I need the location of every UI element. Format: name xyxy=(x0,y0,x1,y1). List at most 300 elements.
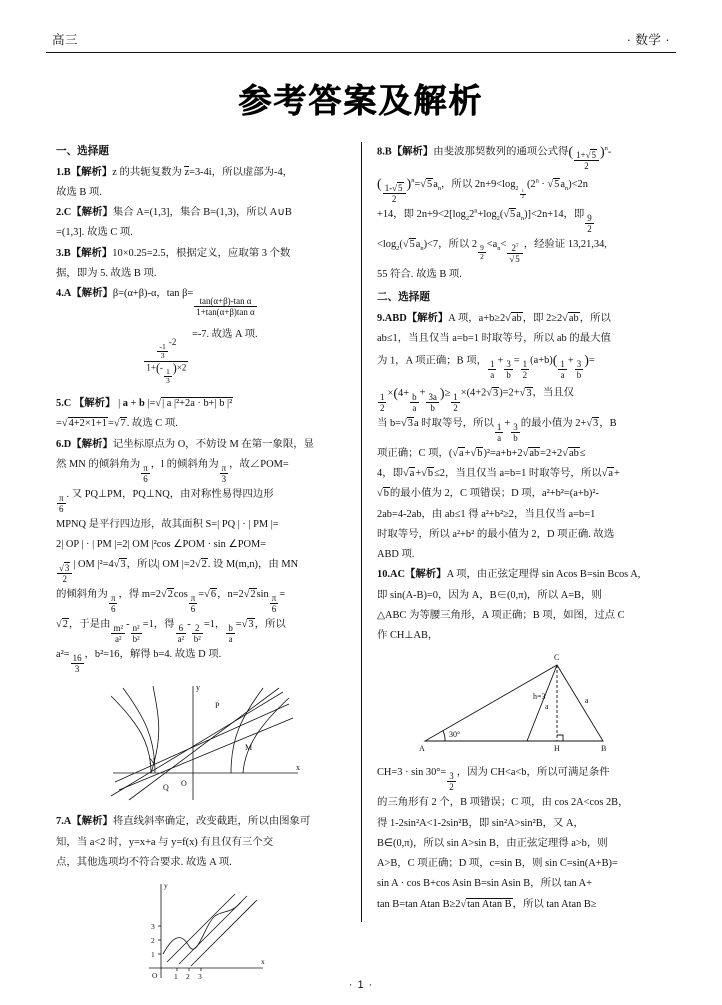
header-grade: 高三 xyxy=(52,33,79,47)
fraction-1-a-3 xyxy=(495,422,503,443)
answer-item-7-line3 xyxy=(56,853,345,872)
answer-text: ，得 m=2 xyxy=(118,589,161,601)
paren-close: ) xyxy=(599,144,605,160)
fraction-denominator: b xyxy=(506,370,511,381)
fi-den: 3 xyxy=(160,351,165,361)
radicand: 7 xyxy=(120,418,126,430)
fraction-1-2 xyxy=(521,359,529,380)
answer-text: ，b²=16，解得 b=4. 故选 D 项. xyxy=(84,649,222,661)
answer-text: ，故∠POM= xyxy=(229,458,289,470)
fraction-numerator: $\frac{-1}{3}$ -2 xyxy=(144,337,188,362)
answer-number: 10.AC xyxy=(377,569,405,581)
answer-text: z 的共轭复数为 z=3-4i，所以虚部为-4， xyxy=(112,166,294,178)
answer-text: ，于是由 xyxy=(68,619,111,631)
answer-item-10-line11 xyxy=(377,895,666,914)
answer-item-4 xyxy=(56,284,345,317)
answer-text: + xyxy=(497,355,504,367)
answer-text: 点，其他选项均不符合要求. 故选 A 项. xyxy=(56,856,232,868)
answer-item-3-line2 xyxy=(56,264,345,283)
label-a1: a xyxy=(544,702,549,712)
answer-item-8: 8.B【解析】由斐波那契数列的通项公式得( $\frac{1+√5}{2}$ )$^n$- xyxy=(377,144,612,172)
sqrt-3: √3 xyxy=(113,559,126,571)
answer-item-9-line6 xyxy=(377,444,666,463)
answer-item-4-formula xyxy=(56,325,345,386)
label-h: h=3 xyxy=(532,692,546,702)
fraction-numerator: 1 xyxy=(453,391,458,402)
label-angle-30: 30° xyxy=(448,730,460,740)
fraction-3-b-2 xyxy=(575,359,583,380)
analysis-tag: 【解析】 xyxy=(71,207,113,219)
two-column-body xyxy=(46,140,676,982)
answer-text: 将直线斜率确定，改变截距，所以由图象可 xyxy=(112,816,311,828)
answer-text: ，所以| OM |=2 xyxy=(126,559,195,571)
answer-text: 据，即为 5. 故选 B 项. xyxy=(56,267,157,279)
answer-text: =1， xyxy=(203,619,226,631)
fraction-denominator: 6 xyxy=(271,604,277,615)
fraction-numerator: 3 xyxy=(513,421,518,432)
answer-text: 集合 A=(1,3]，集合 B=(1,3)，所以 A∪B xyxy=(112,207,292,219)
fraction-numerator: π xyxy=(271,593,277,604)
fraction-numerator: 1-√5 xyxy=(383,183,406,194)
answer-item-10-line2 xyxy=(377,586,666,605)
analysis-tag: 【解析】 xyxy=(391,146,434,158)
answer-text: $<\log_2(√5a_n)<7$，所以 2 $\frac{9}{2}$ $<a_n<$ $\frac{2^7}{√5}$ ，经验证 13,21,34, xyxy=(377,238,607,264)
fraction-tan xyxy=(194,296,257,317)
answer-item-8-line2: ( $\frac{1-√5}{2}$ )$^n=√5a_n$，所以 $2n+9<\log_{2 \frac{1}{2}}$ $(2^n \cdot √5a_n)<2n$ xyxy=(377,176,588,204)
answer-text: 4，即√a+√b≤2，当且仅当 a=b=1 时取等号，所以√a+ xyxy=(377,468,620,480)
answer-text: )≥ xyxy=(439,385,451,402)
answer-text: = xyxy=(198,589,205,601)
fraction-n2-b2 xyxy=(131,623,142,644)
fraction-numerator: 16 xyxy=(72,653,82,664)
answer-text: tan B=tan Atan B≥2√tan Atan B，所以 tan Atan B≥ xyxy=(377,898,597,910)
fraction-16-3 xyxy=(71,653,84,674)
answer-number: 3.B xyxy=(56,247,71,259)
answer-text: - xyxy=(187,619,191,631)
answer-text: 作 CH⊥AB， xyxy=(377,630,439,642)
radicand: | a |²+2a · b+| b |² xyxy=(162,398,233,410)
fraction-numerator: b xyxy=(412,391,417,402)
answer-text: B∈(0,π)，所以 sin A>sin B，由正弦定理得 a>b，则 xyxy=(377,837,608,849)
answer-text: $=√5a_n$，所以 $2n+9<\log_{2 \frac{1}{2}}$ $(2^n \cdot √5a_n)<2n$ xyxy=(414,177,588,201)
fraction-denominator: 2 xyxy=(449,782,454,793)
answer-item-6-line5 xyxy=(56,535,345,554)
label-y: y xyxy=(163,881,168,891)
answer-text: sin A · cos B+cos Asin B=sin Asin B，所以 tan A+ xyxy=(377,878,593,890)
fraction-3-b-3 xyxy=(511,422,519,443)
fraction-3-2 xyxy=(447,771,455,792)
fraction-pi-3 xyxy=(220,463,229,484)
answer-item-7 xyxy=(56,812,345,831)
answer-text: = xyxy=(513,355,520,367)
label-y: y xyxy=(196,683,200,693)
fraction-denominator: b xyxy=(430,402,435,413)
right-column xyxy=(361,140,676,940)
left-column xyxy=(46,140,361,982)
label-N: N xyxy=(149,757,155,767)
fraction-numerator: 2 xyxy=(192,623,203,634)
answer-text: sin xyxy=(256,589,269,601)
triangle-figure xyxy=(407,649,637,757)
label-x: x xyxy=(260,957,265,967)
answer-text: 55 符合. 故选 B 项. xyxy=(377,268,462,280)
analysis-tag: 【解析】 xyxy=(71,816,113,828)
fraction-outer xyxy=(144,337,188,386)
answer-text: ABD 项. xyxy=(377,549,415,561)
fraction-numerator: π xyxy=(110,593,116,604)
answer-text: + xyxy=(567,355,574,367)
page-number: · 1 · xyxy=(348,979,374,991)
fraction-numerator: 3 xyxy=(449,771,454,782)
answer-item-1 xyxy=(56,163,345,182)
fraction-1-a xyxy=(488,359,496,380)
vtick-3: 3 xyxy=(150,922,155,932)
answer-text: ，l 的倾斜角为 xyxy=(150,458,219,470)
fraction-3a-b xyxy=(426,392,438,413)
fraction-denominator: a xyxy=(228,634,233,645)
fraction-denominator: 6 xyxy=(143,473,148,484)
fraction-9-2 xyxy=(585,213,593,234)
fraction-1-2b xyxy=(378,392,386,413)
answer-item-9-line7 xyxy=(377,464,666,483)
answer-text: A>B，C 项正确；D 项，c=sin B，则 sin C=sin(A+B)= xyxy=(377,858,618,870)
header-subject: · 数学 · xyxy=(626,33,670,47)
fraction-denominator: 6 xyxy=(59,503,64,514)
answer-text: ，n=2 xyxy=(217,589,244,601)
fraction-numerator: tan(α+β)-tan α xyxy=(194,296,257,307)
fraction-denominator: 1+(- $\frac{1}{3}$ )×2 xyxy=(146,360,187,386)
sqrt-expr: √| a |²+2a · b+| b |² xyxy=(155,398,233,410)
answer-text: +14，即 $2n+9<2[\log_22^n+\log_2(√5a_n)]<2n+14$，即 xyxy=(377,207,585,222)
answer-text: - xyxy=(126,619,130,631)
answer-text: . 又 PQ⊥PM，PQ⊥NQ，由对称性易得四边形 xyxy=(66,488,274,500)
fraction-denominator: a xyxy=(490,370,495,381)
answer-text: ，所以 xyxy=(254,619,286,631)
fraction-denominator: 6 xyxy=(190,604,196,615)
fraction-denominator: 2 xyxy=(453,402,458,413)
fraction-denominator: b² xyxy=(132,634,140,645)
sqrt-3b: √3 xyxy=(241,619,254,631)
answer-text: =√4+2×1+1=√7. 故选 C 项. xyxy=(56,418,178,430)
answer-item-10-line8 xyxy=(377,834,666,853)
answer-text: + xyxy=(419,387,426,399)
answer-item-6-line3 xyxy=(56,485,345,514)
answer-text: 2ab=4-2ab，由 ab≤1 得 a²+b²≥2，当且仅当 a=b=1 xyxy=(377,508,596,520)
tick-1: 1 xyxy=(173,972,178,982)
answer-text: 2| OP | · | PM |=2| OM |²cos ∠POM · sin ∠POM= xyxy=(56,539,267,551)
answer-item-2-line2 xyxy=(56,223,345,242)
answer-text: =1，得 xyxy=(142,619,175,631)
answer-text: 时取等号，所以 a²+b² 的最小值为 2，D 项正确. 故选 xyxy=(377,528,615,540)
page-title: 参考答案及解析 xyxy=(238,82,484,119)
answer-number: 8.B xyxy=(377,146,392,158)
answer-item-6-line6 xyxy=(56,555,345,584)
answer-text: . 设 M(m,n)，由 MN xyxy=(207,559,299,571)
fraction-denominator: b² xyxy=(193,634,201,645)
label-P: P xyxy=(215,701,220,711)
fraction-numerator: $2^7$ xyxy=(507,243,522,254)
analysis-tag: 【解析】 xyxy=(70,247,113,259)
answer-text: 然 MN 的倾斜角为 xyxy=(56,458,141,470)
tick-2: 2 xyxy=(185,972,190,982)
sqrt-6: √6 xyxy=(204,589,217,601)
answer-text: 知，当 a<2 时，y=x+a 与 y=f(x) 有且仅有三个交 xyxy=(56,836,274,848)
answer-item-10 xyxy=(377,565,666,584)
fraction-numerator: 1 xyxy=(489,359,495,370)
label-Q: Q xyxy=(163,783,169,793)
answer-text: =-7. 故选 A 项. xyxy=(191,329,258,341)
vtick-1: 1 xyxy=(150,950,155,960)
fraction-2-b2 xyxy=(192,623,203,644)
analysis-tag: 【解析】 xyxy=(405,569,447,581)
answer-item-7-line2 xyxy=(56,833,345,852)
analysis-tag: 【解析】 xyxy=(71,288,113,300)
radicand: 4+2×1+1 xyxy=(68,418,107,430)
fraction-denominator: 2 xyxy=(587,223,592,234)
page-header xyxy=(46,30,676,53)
fraction-golden-plus xyxy=(574,150,599,171)
fraction-numerator: √3 xyxy=(57,563,72,574)
answer-item-10-line3 xyxy=(377,606,666,625)
sqrt-expr-2: √7 xyxy=(113,418,126,430)
column-divider xyxy=(361,142,362,922)
answer-text: 的三角形有 2 个，B 项错误；C 项，由 cos 2A<cos 2B， xyxy=(377,797,629,809)
section-heading-multi-choice: 二、选择题 xyxy=(377,290,430,303)
fraction-inner-den xyxy=(164,368,172,386)
hyperbola-figure xyxy=(93,678,308,806)
fraction-numerator: 1 xyxy=(496,421,502,432)
label-x: x xyxy=(296,763,300,773)
fraction-numerator: 3a xyxy=(428,391,437,402)
fraction-numerator: π xyxy=(221,462,227,473)
answer-text: 由斐波那契数列的通项公式得 xyxy=(433,146,569,158)
answer-item-8-line4 xyxy=(377,235,666,264)
fraction-pi-6 xyxy=(141,463,150,484)
fraction-numerator: 3 xyxy=(506,359,511,370)
fraction-denominator: 1+tan(α+β)tan α xyxy=(196,307,255,318)
fraction-denominator: 2 xyxy=(391,193,397,204)
answer-text: ，因为 CH<a<b，所以可满足条件 xyxy=(456,767,610,779)
label-M: M xyxy=(245,743,253,753)
answer-item-10-line7 xyxy=(377,814,666,833)
answer-item-9 xyxy=(377,309,666,328)
answer-item-10-line5 xyxy=(377,763,666,792)
tick-3: 3 xyxy=(197,972,202,982)
fraction-numerator: n² xyxy=(132,623,140,634)
fraction-numerator: 1+√5 xyxy=(574,150,599,161)
fraction-b-a xyxy=(226,623,234,644)
answer-item-9-line8 xyxy=(377,484,666,503)
fraction-denominator: 2 xyxy=(380,402,385,413)
fraction-pi-6e xyxy=(270,593,279,614)
vtick-2: 2 xyxy=(150,936,155,946)
answer-text: 的倾斜角为 xyxy=(56,589,108,601)
label-A: A xyxy=(418,744,425,754)
answer-text: = xyxy=(63,649,70,661)
answer-item-9-line11 xyxy=(377,545,666,564)
answer-text: ×(4+ xyxy=(387,385,410,402)
fraction-3-b xyxy=(504,359,512,380)
answer-item-10-line9 xyxy=(377,854,666,873)
fraction-numerator: b xyxy=(228,623,233,634)
answer-text: | a + b |=√| a |²+2a · b+| b |² xyxy=(118,398,233,410)
answer-text: 即 sin(A-B)=0，因为 A，B∈(0,π)，所以 A=B，则 xyxy=(377,589,602,601)
answer-text: cos xyxy=(173,589,188,601)
answer-text: + xyxy=(504,417,511,429)
fraction-2-7-sqrt5 xyxy=(507,243,522,264)
fraction-pi-6d xyxy=(189,593,198,614)
answer-text: MPNQ 是平行四边形，故其面积 S=| PQ | · | PM |= xyxy=(56,518,279,530)
fraction-inner-num xyxy=(157,343,167,361)
label-O: O xyxy=(181,779,187,789)
answer-item-5 xyxy=(56,394,345,413)
answer-text: 故选 B 项. xyxy=(56,186,102,198)
answer-text: a² xyxy=(56,649,64,661)
fraction-m2-a2 xyxy=(111,623,125,644)
answer-text: - xyxy=(607,146,612,158)
answer-number: 1.B xyxy=(56,166,71,178)
fraction-numerator: π xyxy=(190,593,196,604)
answer-text: CH=3 · sin 30°= xyxy=(377,767,447,779)
answer-item-9-line10 xyxy=(377,525,666,544)
answer-item-6 xyxy=(56,435,345,454)
answer-text: β=(α+β)-α，tan β= xyxy=(112,288,194,300)
paren-open: ( xyxy=(568,144,574,160)
fraction-pi-6b xyxy=(57,493,66,514)
answer-number: 7.A xyxy=(56,816,72,828)
label-C: C xyxy=(553,653,559,663)
fraction-numerator: 6 xyxy=(176,623,187,634)
fraction-numerator: m² xyxy=(113,623,124,634)
lines-figure xyxy=(131,876,271,984)
label-H: H xyxy=(553,744,560,754)
sqrt-2: √2 xyxy=(194,559,207,571)
answer-text: A 项，由正弦定理得 sin Acos B=sin Bcos A, xyxy=(446,569,641,581)
fraction-denominator: b xyxy=(576,370,582,381)
fraction-denominator: 2 xyxy=(522,370,528,381)
fraction-denominator: 2 xyxy=(62,574,67,585)
answer-item-6-line2 xyxy=(56,455,345,484)
answer-number: 4.A xyxy=(56,288,72,300)
answer-text: 记坐标原点为 O，不妨设 M 在第一象限，显 xyxy=(112,438,315,450)
answer-tail: . 故选 C 项. xyxy=(126,418,178,430)
fi2-num: 1 xyxy=(165,366,170,376)
answer-number: 2.C xyxy=(56,207,72,219)
fraction-1-a-2 xyxy=(558,359,566,380)
answer-text: △ABC 为等腰三角形，A 项正确；B 项，如图，过点 C xyxy=(377,609,625,621)
answer-number: 6.D xyxy=(56,438,72,450)
answer-item-6-line4 xyxy=(56,515,345,534)
fraction-denominator: 2 xyxy=(584,161,589,172)
fraction-denominator: b xyxy=(513,432,518,443)
answer-item-8-line5 xyxy=(377,265,666,284)
fraction-denominator: a² xyxy=(177,634,185,645)
analysis-tag: 【解析】 xyxy=(73,398,116,410)
fraction-numerator: 9 xyxy=(587,212,592,223)
answer-text: = xyxy=(279,589,286,601)
fraction-numerator: 3 xyxy=(576,359,582,370)
fraction-sqrt3-2 xyxy=(57,563,72,584)
answer-item-3 xyxy=(56,244,345,263)
fi2-den: 3 xyxy=(165,376,170,386)
answer-text: 为 1，A 项正确；B 项， xyxy=(377,355,487,367)
sqrt-2b: √2 xyxy=(161,589,173,601)
answer-text: ×(4+2√3)=2+√3，当且仅 xyxy=(460,387,575,399)
answer-item-8-line3 xyxy=(377,205,666,234)
sqrt-2d: √2 xyxy=(56,619,68,631)
fraction-denominator: 3 xyxy=(74,664,80,675)
fraction-denominator: 3 xyxy=(221,473,227,484)
answer-item-9-line4 xyxy=(377,381,666,412)
answer-text: | OM |²=4 xyxy=(73,559,114,571)
answer-item-6-line9 xyxy=(56,645,345,674)
answer-text: √b的最小值为 2，C 项错误；D 项，a²+b²=(a+b)²- xyxy=(377,488,599,500)
answer-item-6-line7 xyxy=(56,585,345,614)
analysis-tag: 【解析】 xyxy=(71,438,113,450)
fraction-denominator: a² xyxy=(114,634,122,645)
answer-text: ab≤1，当且仅当 a=b=1 时取等号，所以 ab 的最大值 xyxy=(377,332,611,344)
fraction-numerator: 1 xyxy=(380,391,385,402)
answer-item-9-line5 xyxy=(377,414,666,443)
fraction-6-a2 xyxy=(176,623,187,644)
answer-text: 10×0.25=2.5，根据定义，应取第 3 个数 xyxy=(112,247,291,259)
answer-item-10-line10 xyxy=(377,874,666,893)
label-a2: a xyxy=(584,696,589,706)
paren-open: ( xyxy=(377,176,382,193)
section-heading-single-choice: 一、选择题 xyxy=(56,145,109,157)
fraction-golden-minus xyxy=(383,183,406,204)
fraction-1-2c xyxy=(451,392,459,413)
answer-text: = xyxy=(235,619,242,631)
answer-item-9-line2 xyxy=(377,329,666,348)
sqrt-expr: √4+2×1+1 xyxy=(61,418,107,430)
answer-item-6-line8 xyxy=(56,615,345,644)
answer-item-10-line4 xyxy=(377,626,666,645)
fraction-denominator: a xyxy=(497,432,502,443)
answer-text: 得 1-2sin²A<1-2sin²B，即 sin²A>sin²B，又 A， xyxy=(377,817,584,829)
analysis-tag: 【解析】 xyxy=(406,312,449,324)
answer-text: =(1,3]. 故选 C 项. xyxy=(56,227,133,239)
fraction-numerator: 1 xyxy=(560,359,565,370)
answer-item-5-line2 xyxy=(56,414,345,433)
fraction-denominator: 6 xyxy=(110,604,116,615)
paren-close: ) xyxy=(406,176,412,193)
fraction-denominator: a xyxy=(412,402,417,413)
answer-text: A 项，a+b≥2√ab，即 2≥2√ab，所以 xyxy=(448,312,611,324)
sqrt-2c: √2 xyxy=(243,589,256,601)
answer-item-1-line2 xyxy=(56,183,345,202)
fraction-numerator: π xyxy=(59,492,64,503)
answer-text: )= xyxy=(584,353,595,370)
answer-text: 项正确；C 项，(√a+√b)²=a+b+2√ab=2+2√ab≤ xyxy=(377,447,586,459)
answer-item-2 xyxy=(56,203,345,222)
analysis-tag: 【解析】 xyxy=(70,166,113,178)
fraction-denominator: √5 xyxy=(509,253,520,264)
answer-number: 9.ABD xyxy=(377,312,407,324)
fraction-denominator: a xyxy=(560,370,565,381)
fi-num: -1 xyxy=(159,341,166,351)
answer-item-9-line3 xyxy=(377,349,666,380)
label-O: O xyxy=(151,971,157,981)
fraction-pi-6c xyxy=(109,593,118,614)
answer-item-9-line9 xyxy=(377,505,666,524)
answer-text: (a+b)( xyxy=(530,353,558,370)
fraction-numerator: 1 xyxy=(522,359,528,370)
answer-item-10-line6 xyxy=(377,793,666,812)
fraction-numerator: π xyxy=(143,462,148,473)
label-B: B xyxy=(600,744,606,754)
fraction-b-a xyxy=(410,392,418,413)
